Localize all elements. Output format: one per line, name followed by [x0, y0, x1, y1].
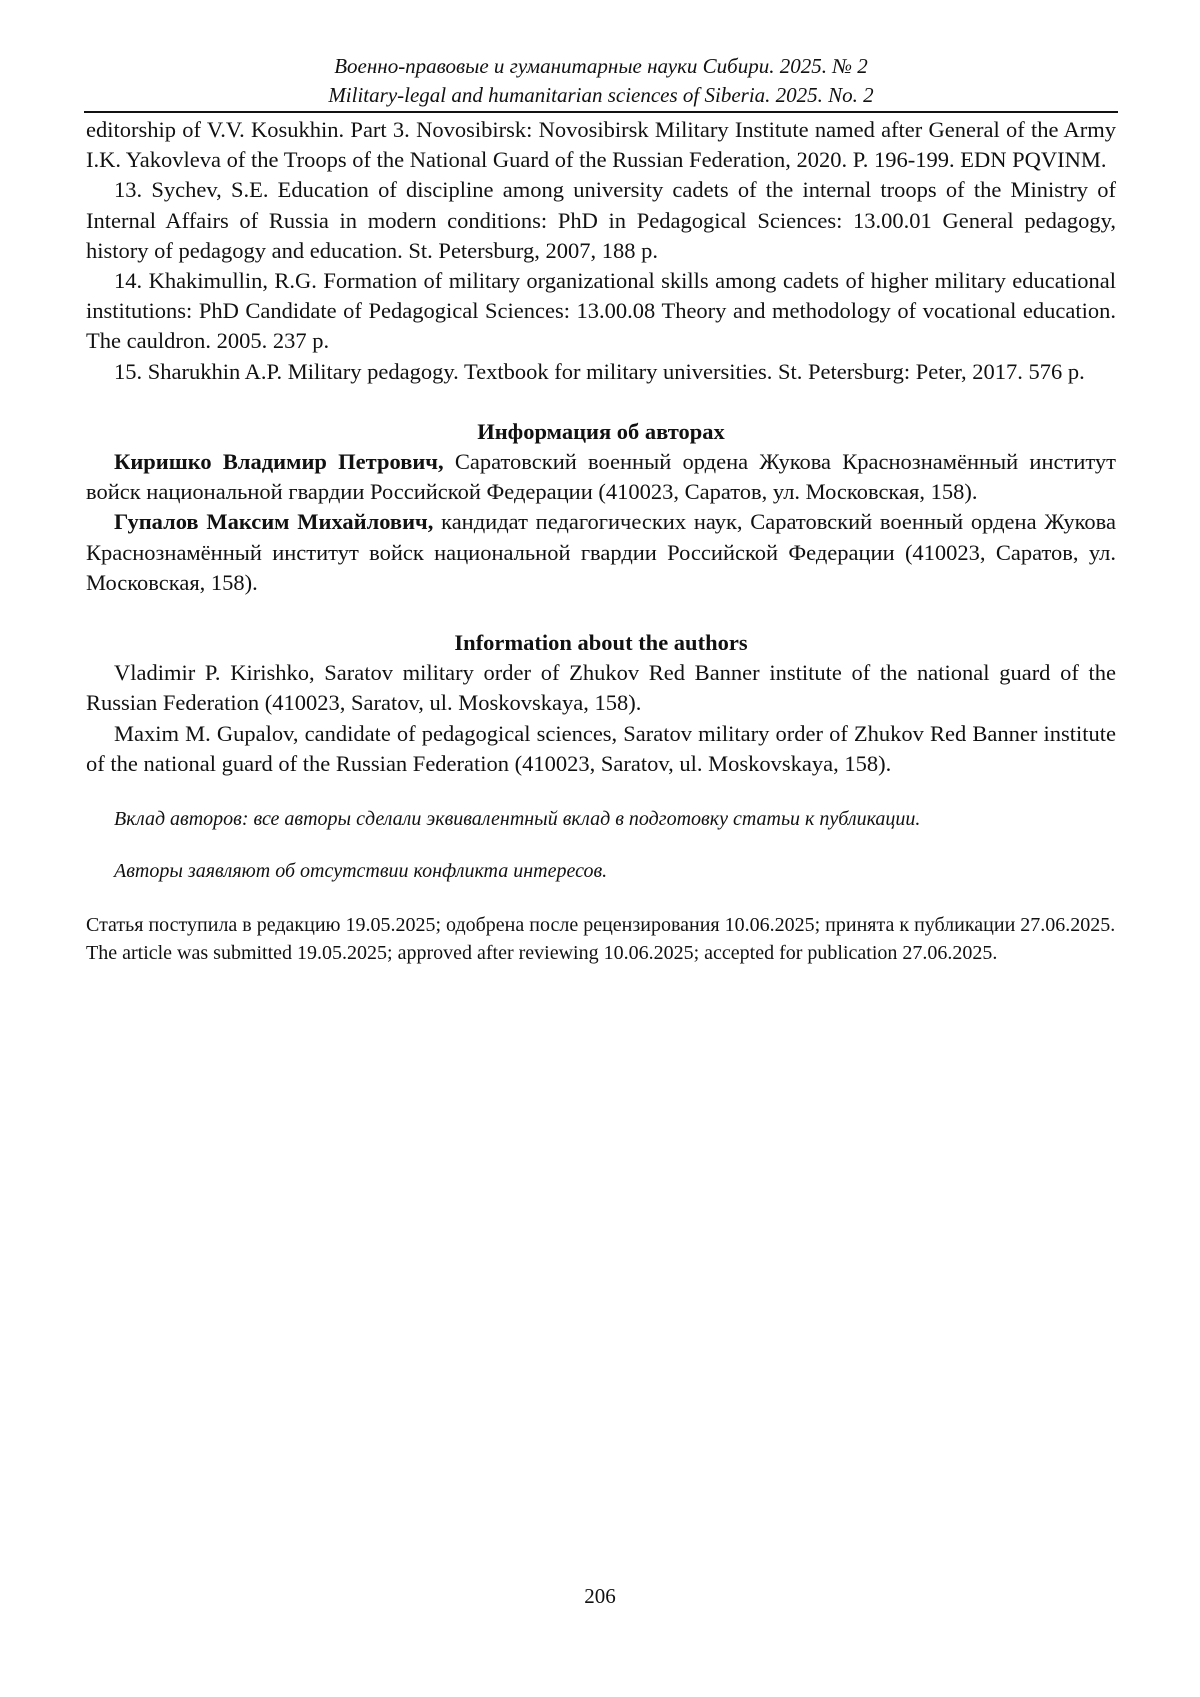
- page-number: 206: [584, 1584, 616, 1608]
- authors-info-en: [86, 628, 1116, 779]
- author-2-en: Maxim M. Gupalov, candidate of pedagogical sciences, Saratov military order of Zhukov Red Banner institute of the national guard of the Russian Federation (410023, Saratov, ul. Moskovskaya, 158).: [86, 720, 1116, 776]
- reference-14: 14. Khakimullin, R.G. Formation of military organizational skills among cadets of higher military educational institutions: PhD Candidate of Pedagogical Sciences: 13.00.08 Theory and methodology of vocational education. The cauldron. 2005. 237 p.: [86, 268, 1116, 354]
- author-1-ru-name: Киришко Владимир Петрович,: [114, 449, 444, 475]
- article-dates: [86, 911, 1116, 967]
- header-divider: [84, 111, 1118, 113]
- author-2-ru-name: Гупалов Максим Михайлович,: [114, 509, 434, 535]
- header-title-ru: Военно-правовые и гуманитарные науки Сибири. 2025. № 2: [334, 54, 868, 78]
- reference-continuation: editorship of V.V. Kosukhin. Part 3. Novosibirsk: Novosibirsk Military Institute named after General of the Army I.K. Yakovleva of the Troops of the National Guard of the Russian Federation, 2020. P. 196-199. EDN PQVINM.: [86, 117, 1116, 173]
- authors-contribution-note: Вклад авторов: все авторы сделали эквивалентный вклад в подготовку статьи к публикации.: [114, 808, 921, 831]
- article-dates-en: The article was submitted 19.05.2025; approved after reviewing 10.06.2025; accepted for publication 27.06.2025.: [86, 942, 998, 965]
- references-list: [86, 115, 1116, 387]
- header-title-en: Military-legal and humanitarian sciences of Siberia. 2025. No. 2: [328, 83, 874, 107]
- author-1-ru: [86, 447, 1116, 507]
- author-2-ru-details: кандидат педагогических наук, Саратовский военный ордена Жукова Краснознамённый институт войск национальной гвардии Российской Федерации (410023, Саратов, ул. Московская, 158).: [86, 509, 1116, 595]
- author-1-en: Vladimir P. Kirishko, Saratov military order of Zhukov Red Banner institute of the national guard of the Russian Federation (410023, Saratov, ul. Moskovskaya, 158).: [86, 660, 1116, 716]
- authors-info-ru: [86, 417, 1116, 598]
- author-1-ru-details: Саратовский военный ордена Жукова Краснознамённый институт войск национальной гвардии Российской Федерации (410023, Саратов, ул. Московская, 158).: [86, 449, 1116, 505]
- author-2-ru: [86, 507, 1116, 598]
- article-dates-ru: Статья поступила в редакцию 19.05.2025; одобрена после рецензирования 10.06.2025; принята к публикации 27.06.2025.: [86, 914, 1116, 937]
- authors-info-en-heading: Information about the authors: [454, 630, 748, 656]
- reference-15: 15. Sharukhin A.P. Military pedagogy. Textbook for military universities. St. Petersburg: Peter, 2017. 576 p.: [114, 358, 1085, 384]
- page-content: [86, 115, 1116, 967]
- authors-info-ru-heading: Информация об авторах: [477, 418, 725, 444]
- reference-13: 13. Sychev, S.E. Education of discipline among university cadets of the internal troops of the Ministry of Internal Affairs of Russia in modern conditions: PhD in Pedagogical Sciences: 13.00.01 General pedagogy, history of pedagogy and education. St. Petersburg, 2007, 188 p.: [86, 177, 1116, 263]
- conflict-of-interest-note: Авторы заявляют об отсутствии конфликта интересов.: [114, 860, 608, 883]
- running-header: [84, 52, 1118, 110]
